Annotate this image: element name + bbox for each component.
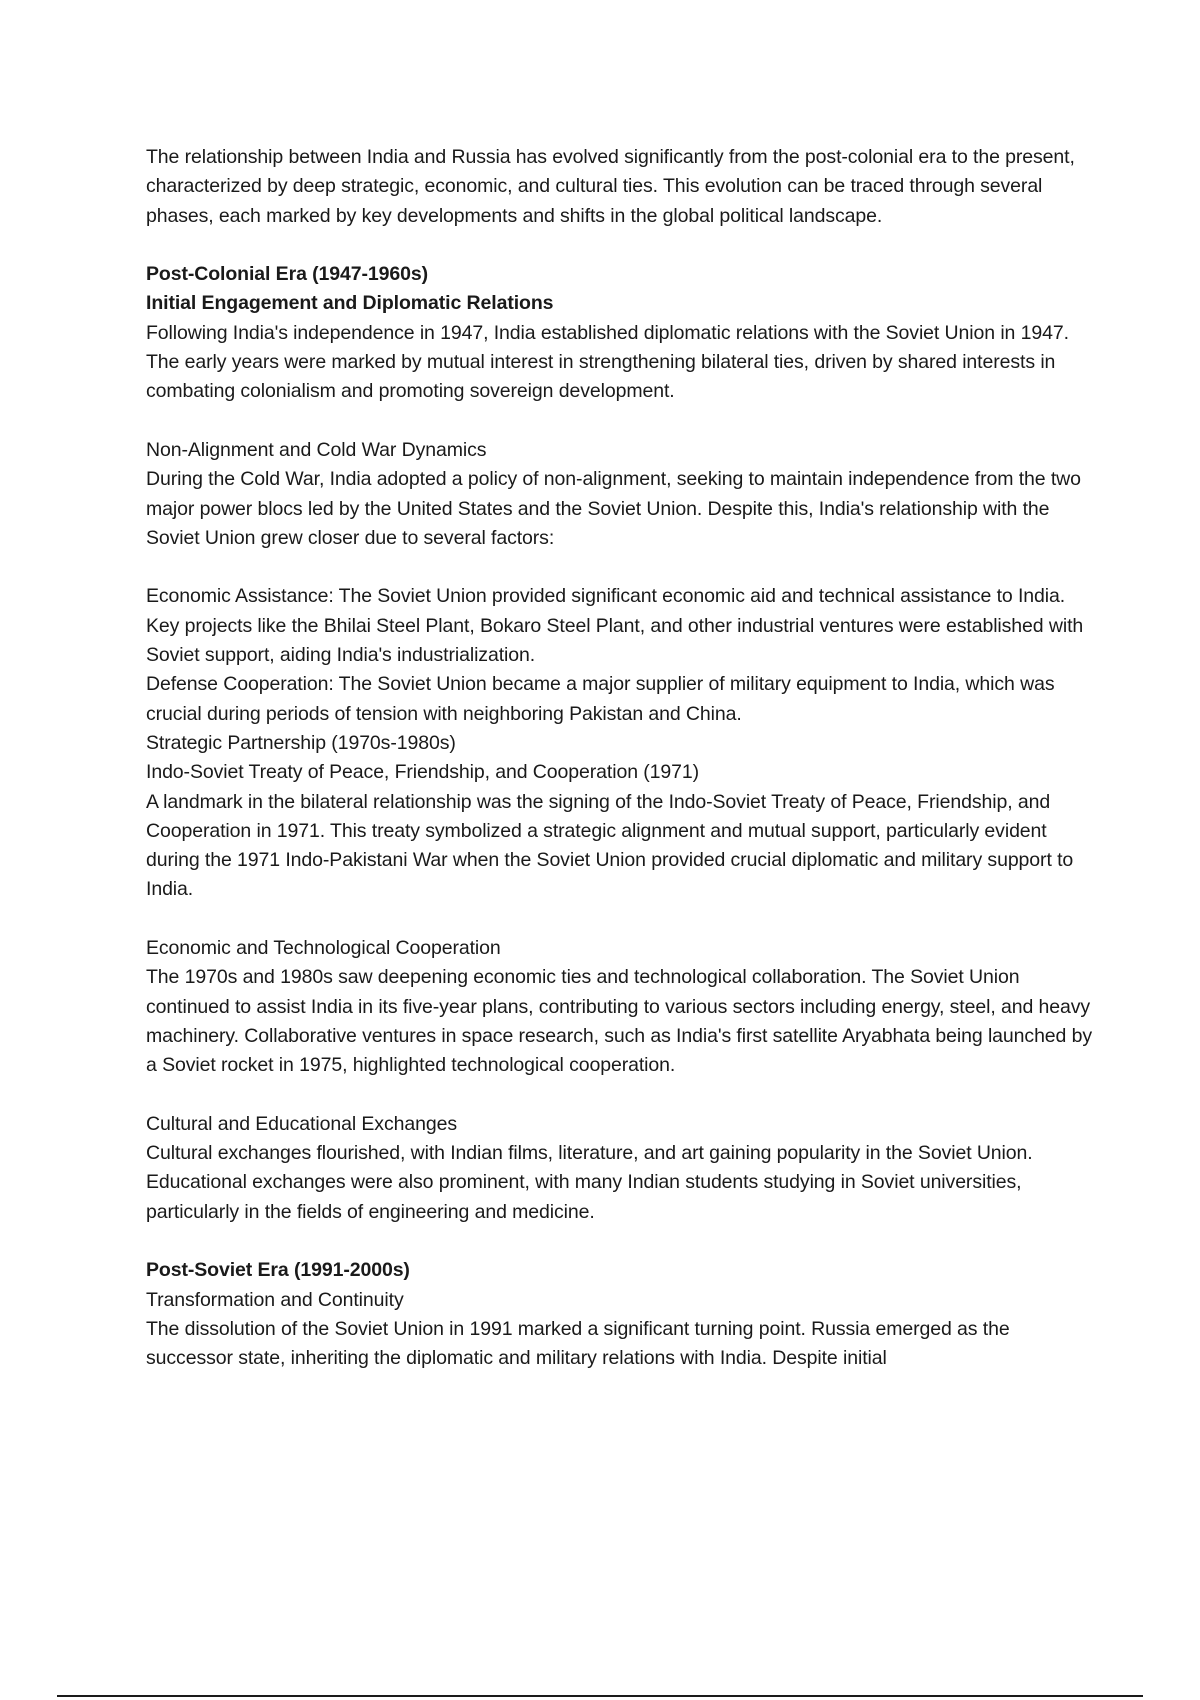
cultural-heading: Cultural and Educational Exchanges [146, 1112, 457, 1135]
paragraph-gap [146, 905, 1101, 934]
treaty-subheading: Indo-Soviet Treaty of Peace, Friendship, and Cooperation (1971) [146, 761, 700, 784]
treaty-paragraph: A landmark in the bilateral relationship was the signing of the Indo-Soviet Treaty of Peace, Friendship, and Cooperation in 1971. This treaty symbolized a strategic alignment and mutual support, particularly evident during the 1971 Indo-Pakistani War when the Soviet Union provided crucial diplomatic and military support to India. [146, 790, 1074, 901]
document-body [146, 143, 1101, 1373]
post-soviet-heading: Post-Soviet Era (1991-2000s) [146, 1259, 410, 1282]
paragraph-gap [146, 1081, 1101, 1110]
initial-engagement-subheading: Initial Engagement and Diplomatic Relations [146, 292, 554, 315]
paragraph-gap [146, 1227, 1101, 1256]
post-soviet-paragraph: The dissolution of the Soviet Union in 1991 marked a significant turning point. Russia emerged as the successor state, inheriting the diplomatic and military relations with India. Despite initial [146, 1317, 1010, 1370]
economic-tech-heading: Economic and Technological Cooperation [146, 937, 501, 960]
paragraph-gap [146, 231, 1101, 260]
economic-assistance-paragraph: Economic Assistance: The Soviet Union provided significant economic aid and technical assistance to India. Key projects like the Bhilai Steel Plant, Bokaro Steel Plant, and other industrial ventures were established with Soviet support, aiding India's industrialization. [146, 585, 1084, 667]
paragraph-gap [146, 407, 1101, 436]
footer-rule [57, 1695, 1143, 1697]
intro-paragraph: The relationship between India and Russia has evolved significantly from the post-colonial era to the present, characterized by deep strategic, economic, and cultural ties. This evolution can be traced through several phases, each marked by key developments and shifts in the global political landscape. [146, 146, 1075, 227]
non-alignment-heading: Non-Alignment and Cold War Dynamics [146, 438, 487, 461]
defense-cooperation-paragraph: Defense Cooperation: The Soviet Union became a major supplier of military equipment to India, which was crucial during periods of tension with neighboring Pakistan and China. [146, 673, 1055, 725]
post-colonial-heading: Post-Colonial Era (1947-1960s) [146, 263, 429, 286]
economic-tech-paragraph: The 1970s and 1980s saw deepening economic ties and technological collaboration. The Soviet Union continued to assist India in its five-year plans, contributing to various sectors including energy, steel, and heavy machinery. Collaborative ventures in space research, such as India's first satellite Aryabhata being launched by a Soviet rocket in 1975, highlighted technological cooperation. [146, 966, 1093, 1077]
paragraph-gap [146, 553, 1101, 582]
initial-engagement-paragraph: Following India's independence in 1947, India established diplomatic relations with the Soviet Union in 1947. The early years were marked by mutual interest in strengthening bilateral ties, driven by shared interests in combating colonialism and promoting sovereign development. [146, 321, 1069, 403]
cultural-paragraph: Cultural exchanges flourished, with Indian films, literature, and art gaining popularity in the Soviet Union. Educational exchanges were also prominent, with many Indian students studying in Soviet universities, particularly in the fields of engineering and medicine. [146, 1142, 1033, 1223]
non-alignment-paragraph: During the Cold War, India adopted a policy of non-alignment, seeking to maintain independence from the two major power blocs led by the United States and the Soviet Union. Despite this, India's relationship with the Soviet Union grew closer due to several factors: [146, 468, 1081, 549]
transformation-subheading: Transformation and Continuity [146, 1288, 404, 1311]
strategic-partnership-heading: Strategic Partnership (1970s-1980s) [146, 731, 456, 754]
